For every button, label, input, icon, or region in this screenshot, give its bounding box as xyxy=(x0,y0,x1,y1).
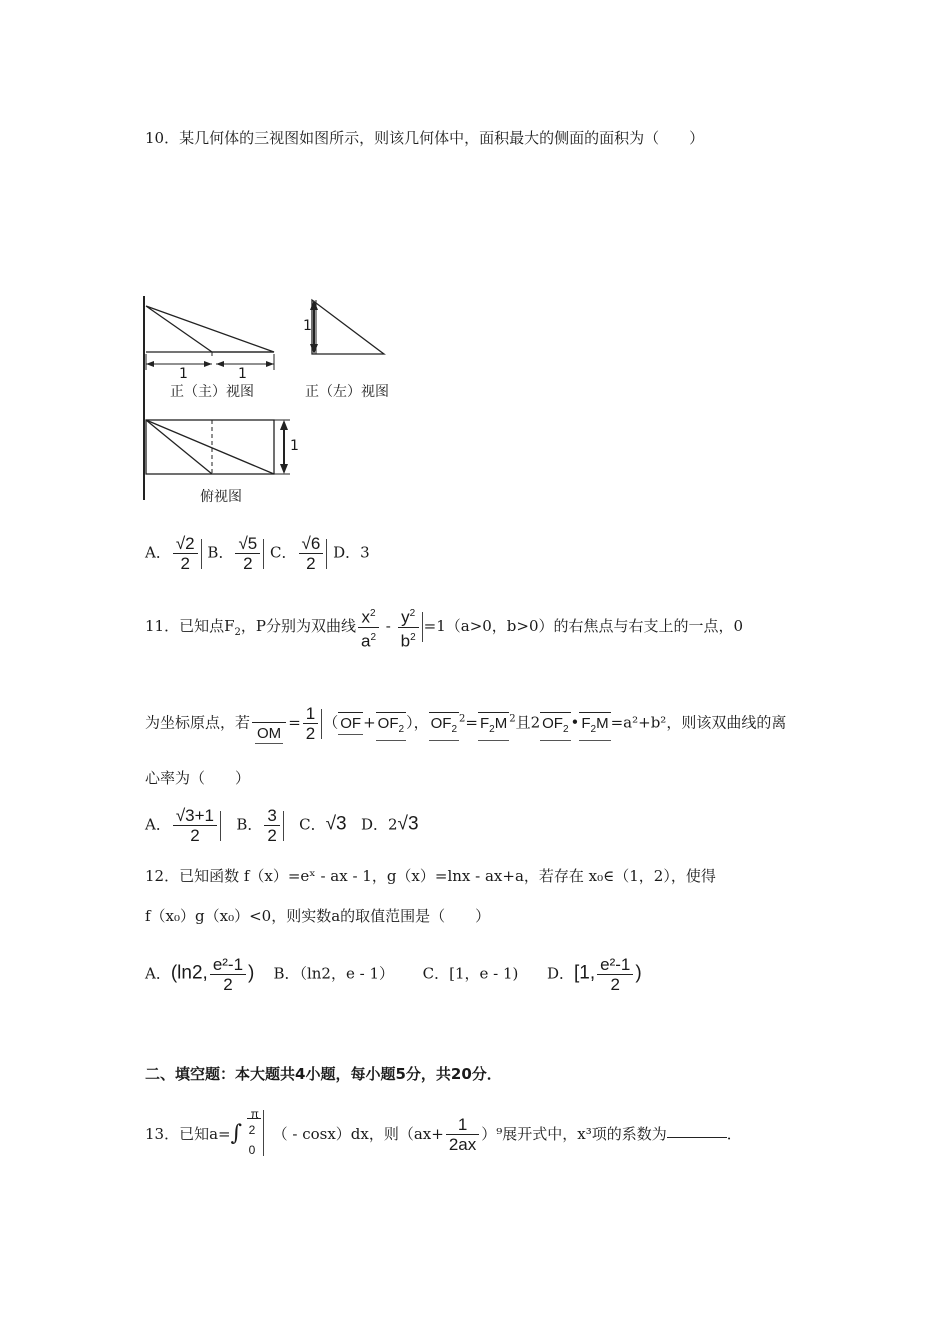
front-view-label: 正（主）视图 xyxy=(170,384,254,400)
q12-option-a-frac: $\frac{\text{e²-1}}{2}$ xyxy=(210,955,246,994)
dim-label-top: 1 xyxy=(290,438,299,454)
q10-option-a: A． xyxy=(145,543,171,562)
q11-vector-of2-sq: $OF_2$ xyxy=(429,714,459,741)
q10-option-c-frac: $\frac{√6}{2}$ xyxy=(299,534,324,573)
q11-vector-f2m-dot: $F_2M$ xyxy=(579,714,610,741)
q11-option-c-val: √3 xyxy=(325,813,347,835)
q11-y-over-b: $\frac{y^2}{b^2}$ xyxy=(398,604,419,650)
q11-vector-om: OM xyxy=(252,703,286,744)
q13-line: 13．已知a= ∫ π 2 0 （ - cosx）dx，则（ax+ $\frac{1}{2ax}$ ）⁹展开式中，x³项的系数为 ． xyxy=(145,1108,742,1160)
q10-option-d: D．3 xyxy=(333,543,370,562)
q11-vector-of: OF xyxy=(338,714,363,735)
q12-line1: 12．已知函数 f（x）=eˣ - ax - 1，g（x）=lnx - ax+a，若存在 x₀∈（1，2），使得 xyxy=(145,867,716,885)
q11-line1: 11．已知点$F_2$，P分别为双曲线 $\frac{x^2}{a^2}$ - $\frac{y^2}{b^2}$ =1（a>0，b>0）的右焦点与右支上的一点，0 xyxy=(145,604,743,650)
side-view-label: 正（左）视图 xyxy=(305,384,389,400)
q12-line2: f（x₀）g（x₀）<0，则实数a的取值范围是（ ） xyxy=(145,907,491,925)
top-view-label: 俯视图 xyxy=(200,489,242,505)
q13-answer-blank[interactable] xyxy=(667,1123,727,1138)
q10-option-a-frac: $\frac{√2}{2}$ xyxy=(173,534,198,573)
q12-option-d-frac: $\frac{\text{e²-1}}{2}$ xyxy=(597,955,633,994)
q10-options xyxy=(145,534,370,573)
q10-option-b: B． xyxy=(207,543,234,562)
dim-label-1a: 1 xyxy=(179,366,188,382)
q10-option-c: C． xyxy=(270,543,297,562)
q13-frac: $\frac{1}{2ax}$ xyxy=(446,1115,479,1154)
q11-vector-f2m: $F_2M$ xyxy=(478,714,509,741)
q11-vector-of2-dot: $OF_2$ xyxy=(540,714,570,741)
q11-line2: 为坐标原点，若 OM = $\frac{1}{2}$ （ OF + $OF_2$ ）， $OF_2^2= F_2M$ $^2$且2 $OF_2$ • $F_2M =a^2+b^2$，则该双曲线的离 xyxy=(145,704,787,743)
q11-option-a-frac: $\frac{√3+1}{2}$ xyxy=(173,806,217,845)
q11-option-d-val: √3 xyxy=(397,813,419,835)
q11-half: $\frac{1}{2}$ xyxy=(303,704,318,743)
q11-vector-of2: $OF_2$ xyxy=(376,714,406,741)
q11-x-over-a: $\frac{x^2}{a^2}$ xyxy=(358,604,379,650)
section-2-heading: 二、填空题：本大题共4小题，每小题5分，共20分． xyxy=(145,1065,502,1083)
q10-stem: 10．某几何体的三视图如图所示，则该几何体中，面积最大的侧面的面积为（ ） xyxy=(145,129,705,147)
dim-label-side: 1 xyxy=(303,318,312,334)
q11-option-b-frac: $\frac{3}{2}$ xyxy=(264,806,279,845)
q12-options: A．(ln2, $\frac{\text{e²-1}}{2}$ ) B．（ln2，e - 1） C．[1，e - 1) D．[1, $\frac{\text{e²-1}}{2}$ ) xyxy=(145,955,642,994)
q10-option-b-frac: $\frac{√5}{2}$ xyxy=(235,534,260,573)
q13-integral: ∫ π 2 0 xyxy=(231,1108,273,1160)
q11-options: A． $\frac{√3+1}{2}$ B． $\frac{3}{2}$ C．√3 D．2√3 xyxy=(145,806,419,845)
dim-label-1b: 1 xyxy=(238,366,247,382)
q11-line3: 心率为（ ） xyxy=(145,769,251,787)
